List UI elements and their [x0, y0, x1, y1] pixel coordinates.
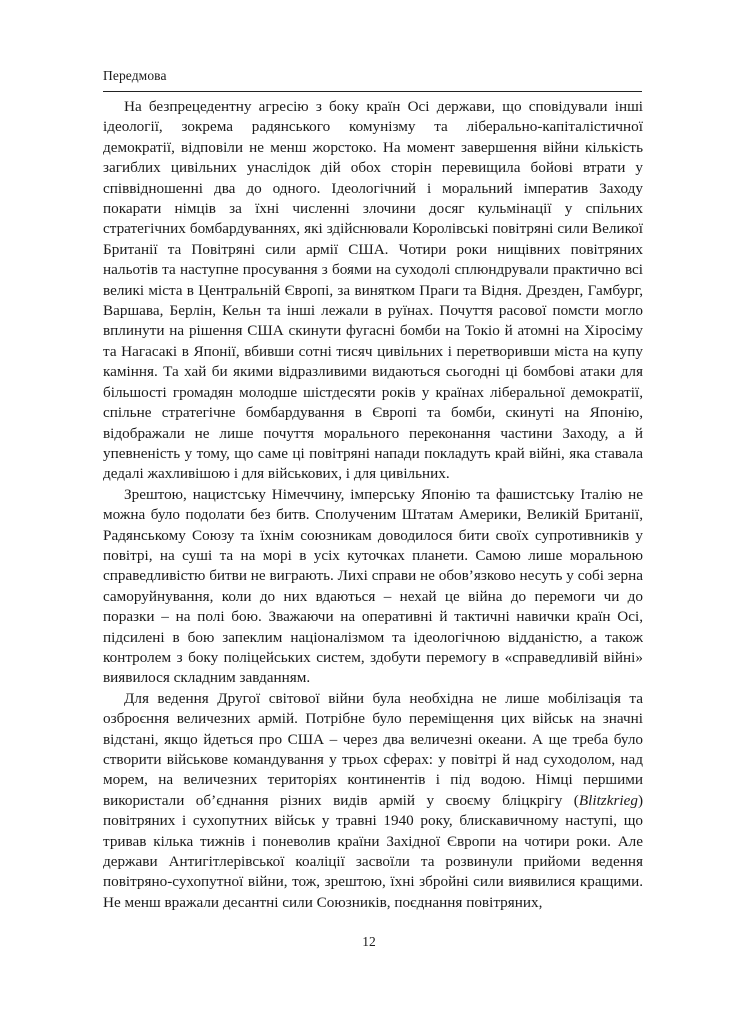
paragraph — [103, 485, 643, 689]
paragraph-text: Для ведення Другої світової війни була необхідна не лише мобілізація та озброєння величезних армій. Потрібне було переміщення цих військ на значні відстані, якщо йдеться про США – через два величезні океани. А ще треба було створити військове командування у трьох сферах: у повітрі й над суходолом, над морем, на величезних територіях континентів і під водою. Німці першими використали об’єднання різних видів армій у своєму бліцкрігу ( — [103, 689, 643, 809]
header-rule — [103, 91, 642, 92]
paragraph — [103, 689, 643, 913]
paragraph — [103, 97, 643, 485]
paragraph-text: Зрештою, нацистську Німеччину, імперську Японію та фашистську Італію не можна було подолати без битв. Сполученим Штатам Америки, Великій Британії, Радянському Союзу та їхнім союзникам доводилося бити своїх супротивників у повітрі, на суші та на морі в усіх куточках планети. Самою лише моральною справедливістю битви не виграють. Лихі справи не обов’язково несуть у собі зерна саморуйнування, коли до них вдаються – нехай це війна до перемоги чи до поразки – на полі бою. Зважаючи на оперативні й тактичні навички країн Осі, підсилені в бою запеклим націоналізмом та ідеологічною відданістю, а також контролем з боку поліцейських систем, здобути перемогу в «справедливій війні» виявилося складним завданням. — [103, 485, 643, 687]
body-text — [103, 97, 643, 913]
page-number: 12 — [362, 934, 376, 949]
paragraph-text: На безпрецедентну агресію з боку країн Осі держави, що сповідували інші ідеології, зокрема радянського комунізму та ліберально-капіталістичної демократії, відповіли не менш жорстоко. На момент завершення війни кількість загиблих цивільних унаслідок дій обох сторін перевищила бойові втрати у співвідношенні два до одного. Ідеологічний і моральний імператив Заходу покарати німців за їхні численні злочини досяг кульмінації у спільних стратегічних бомбардуваннях, які здійснювали Королівські повітряні сили Великої Британії та Повітряні сили армії США. Чотири роки нищівних повітряних нальотів та наступне просування з боями на суходолі сплюндрували практично всі великі міста в Центральній Європі, за винятком Праги та Відня. Дрезден, Гамбург, Варшава, Берлін, Кельн та інші лежали в руїнах. Почуття расової помсти могло вплинути на рішення США скинути фугасні бомби на Токіо й атомні на Хіросіму та Нагасакі в Японії, вбивши сотні тисяч цивільних і перетворивши міста на купу каміння. Та хай би якими відразливими видаються сьогодні ці бомбові атаки для більшості громадян молодше шістдесяти років у країнах ліберальної демократії, спільне стратегічне бомбардування в Європі та бомби, скинуті на Японію, відображали не лише почуття морального переконання частини Заходу, а й упевненість у тому, що саме ці повітряні напади покладуть край війні, яка ставала дедалі жахливішою і для військових, і для цивільних. — [103, 98, 643, 483]
paragraph-text: ) повітряних і сухопутних військ у травні 1940 року, блискавичному наступі, що тривав кілька тижнів і поневолив країни Західної Європи на чотири роки. Але держави Антигітлерівської коаліції засвоїли та розвинули прийоми ведення повітряно-сухопутної війни, тож, зрештою, їхні збройні сили виявилися кращими. Не менш вражали десантні сили Союзників, поєднання повітряних, — [103, 791, 643, 911]
running-header: Передмова — [103, 68, 167, 83]
italic-term: Blitzkrieg — [578, 791, 638, 809]
